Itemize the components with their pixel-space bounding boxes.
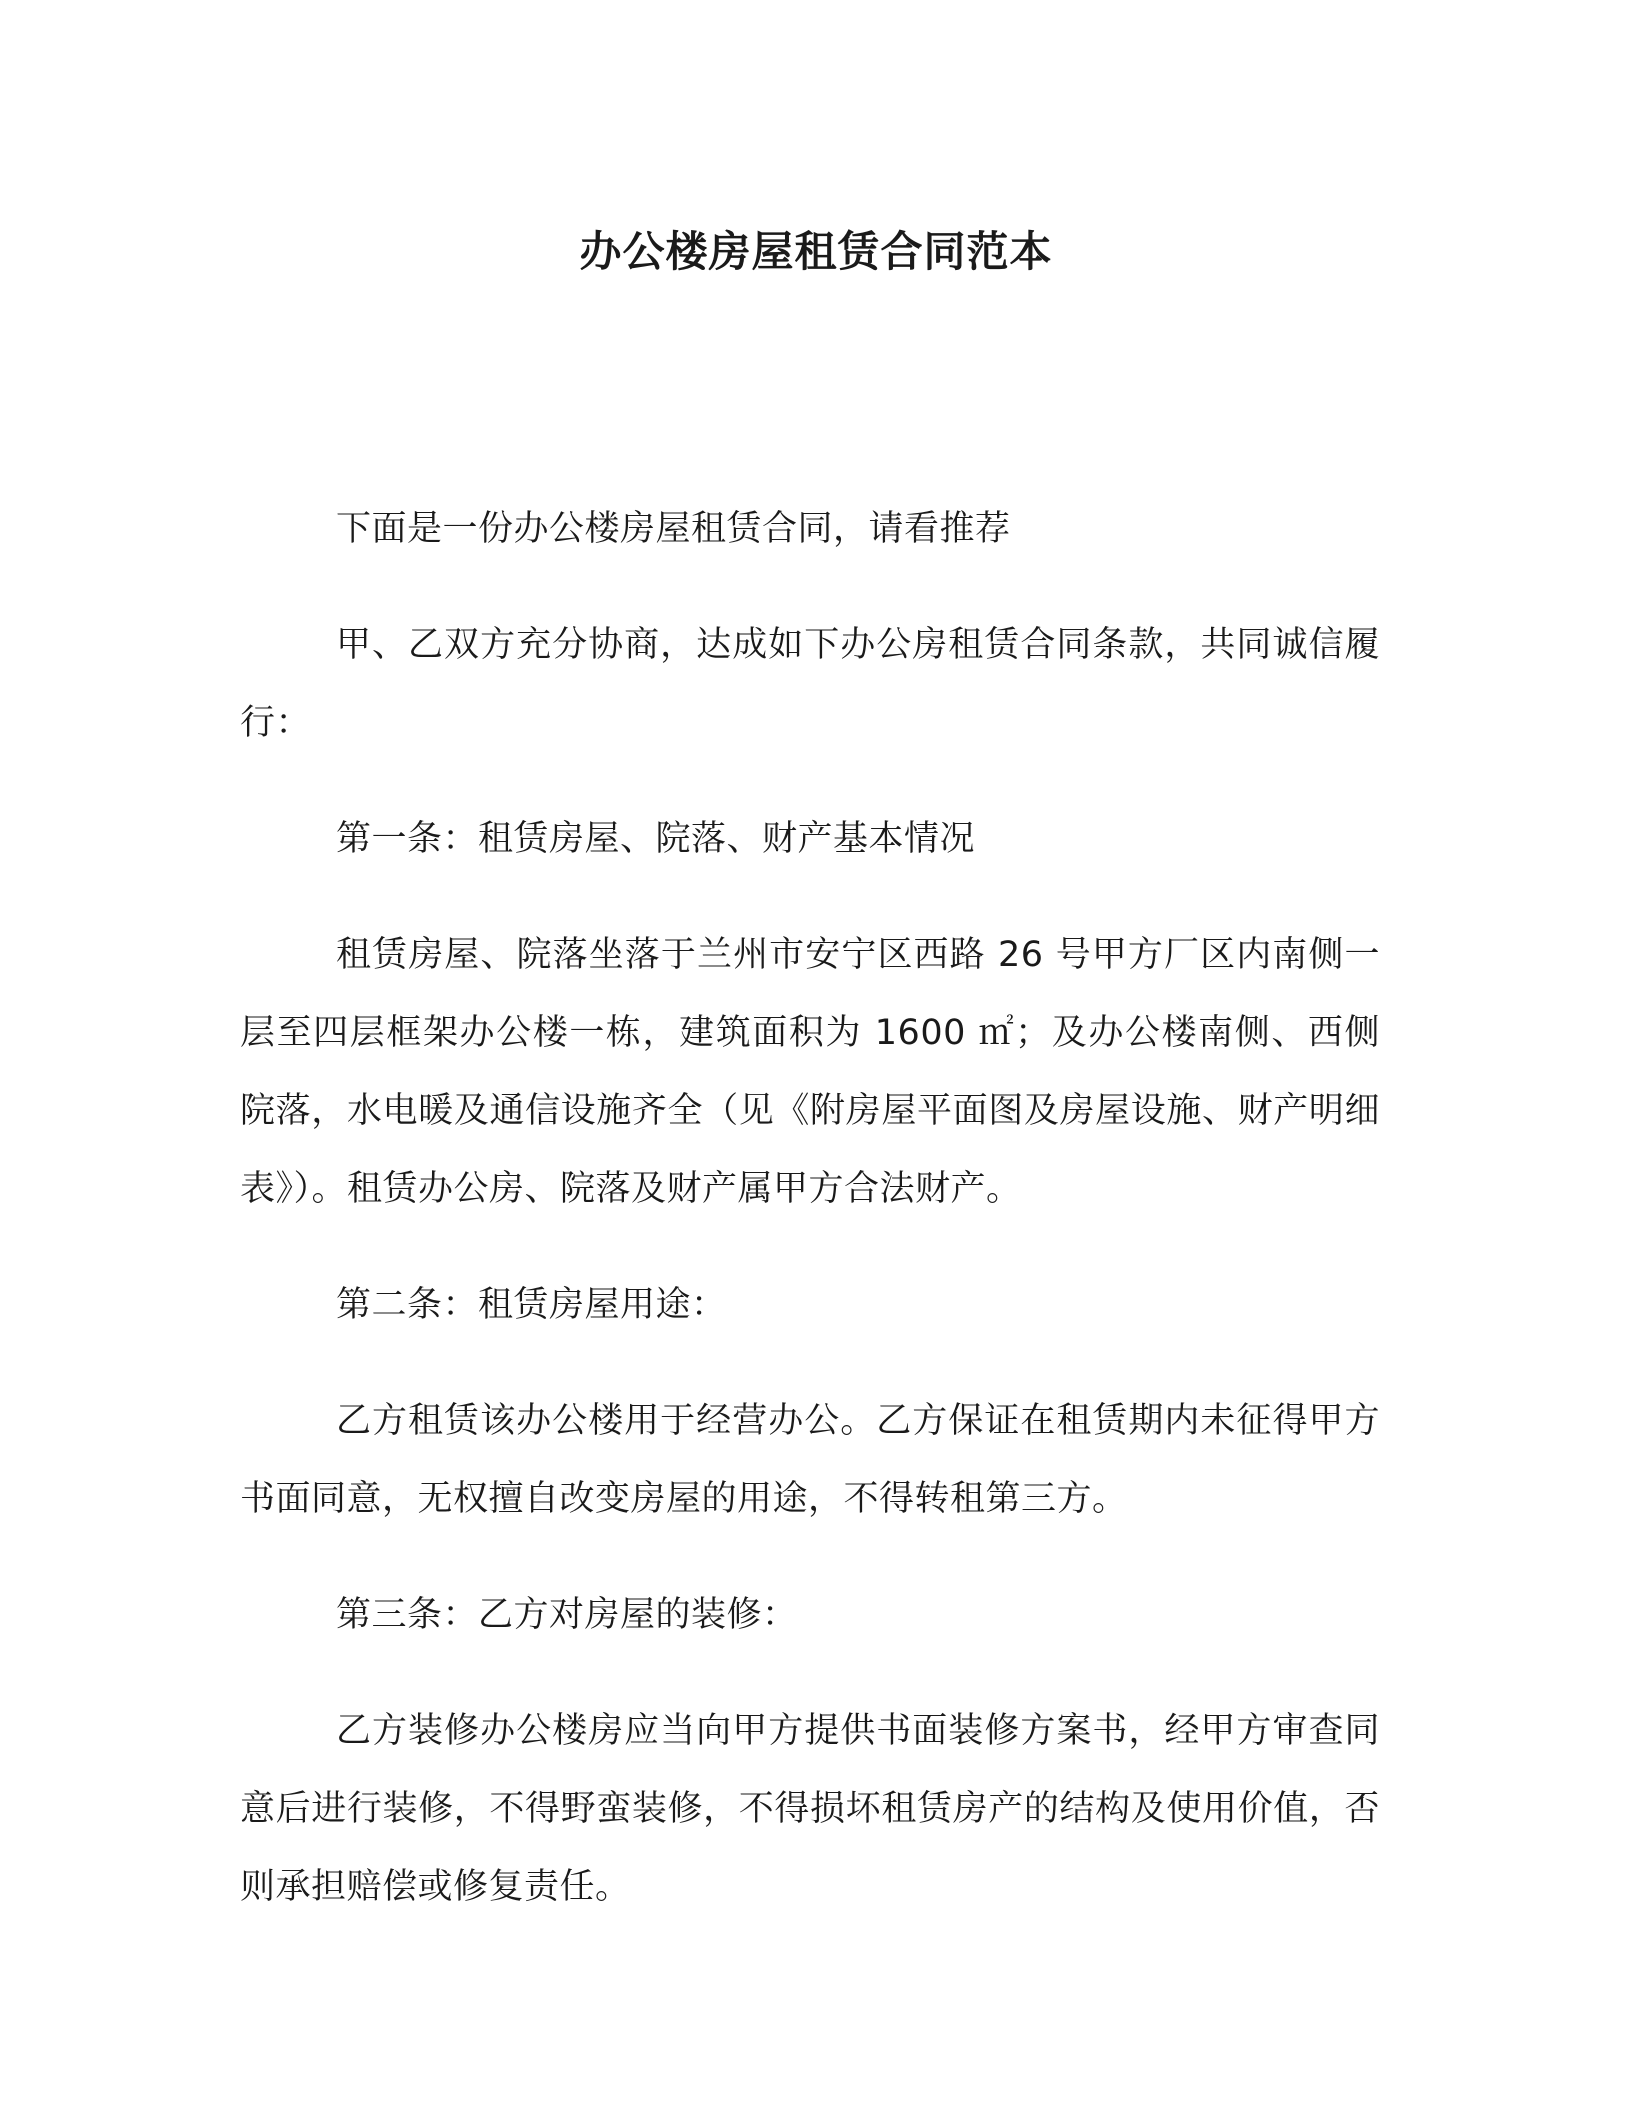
article-3-heading: 第三条：乙方对房屋的装修： [336,1595,798,1635]
agreement-paragraph: 甲、乙双方充分协商，达成如下办公房租赁合同条款，共同诚信履行： [240,625,1380,743]
intro-paragraph: 下面是一份办公楼房屋租赁合同，请看推荐 [336,509,1011,549]
article-2-heading: 第二条：租赁房屋用途： [336,1285,727,1325]
article-1-heading: 第一条：租赁房屋、院落、财产基本情况 [336,819,976,859]
document-title: 办公楼房屋租赁合同范本 [579,227,1053,276]
article-1-body: 租赁房屋、院落坐落于兰州市安宁区西路 26 号甲方厂区内南侧一层至四层框架办公楼一栋，建筑面积为 1600 ㎡；及办公楼南侧、西侧院落，水电暖及通信设施齐全（见《附房屋平面图及房屋设施、财产明细表》）。租赁办公房、院落及财产属甲方合法财产。 [240,935,1380,1209]
article-3-body: 乙方装修办公楼房应当向甲方提供书面装修方案书，经甲方审查同意后进行装修，不得野蛮装修，不得损坏租赁房产的结构及使用价值，否则承担赔偿或修复责任。 [240,1711,1380,1907]
document-body [240,490,1380,1964]
article-2-body: 乙方租赁该办公楼用于经营办公。乙方保证在租赁期内未征得甲方书面同意，无权擅自改变房屋的用途，不得转租第三方。 [240,1401,1380,1519]
